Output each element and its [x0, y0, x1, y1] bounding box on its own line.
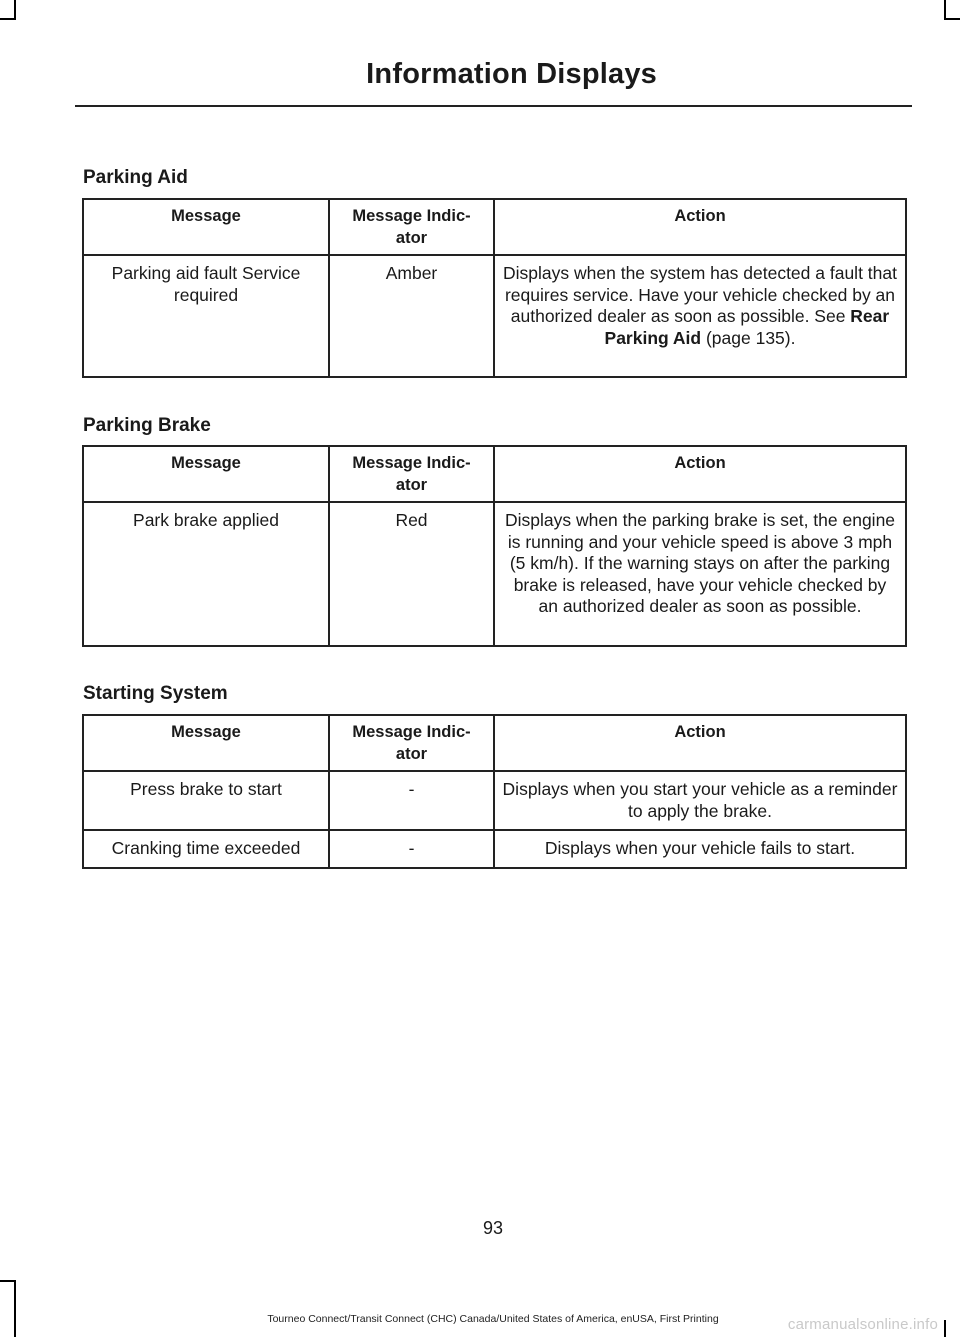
- table-row: [83, 255, 906, 377]
- parking-aid-table: [82, 198, 907, 378]
- message-cell: Parking aid fault Service required: [83, 255, 329, 377]
- section-title-parking-aid: Parking Aid: [83, 167, 188, 188]
- table-header-row: [83, 199, 906, 255]
- crop-mark-top-left-h: [0, 18, 16, 20]
- crop-mark-bottom-left-h: [0, 1280, 16, 1282]
- footer-text: Tourneo Connect/Transit Connect (CHC) Canada/United States of America, enUSA, First Printing: [267, 1313, 719, 1325]
- crop-mark-top-right-v: [944, 0, 946, 18]
- table-row: [83, 771, 906, 830]
- column-header-indicator: Message Indic-ator: [329, 446, 494, 502]
- header-divider: [75, 105, 912, 107]
- indicator-cell: Amber: [329, 255, 494, 377]
- page-number: 93: [482, 1218, 504, 1238]
- column-header-action: Action: [494, 199, 906, 255]
- crop-mark-top-left-v: [14, 0, 16, 18]
- column-header-action: Action: [494, 715, 906, 771]
- section-title-parking-brake: Parking Brake: [83, 415, 211, 436]
- parking-brake-table: [82, 445, 907, 647]
- table-header-row: [83, 446, 906, 502]
- action-cell: Displays when your vehicle fails to start.: [494, 830, 906, 868]
- column-header-indicator: Message Indic-ator: [329, 199, 494, 255]
- column-header-indicator: Message Indic-ator: [329, 715, 494, 771]
- indicator-cell: -: [329, 830, 494, 868]
- action-cell: Displays when you start your vehicle as a reminder to apply the brake.: [494, 771, 906, 830]
- watermark: carmanualsonline.info: [787, 1316, 938, 1333]
- section-title-starting-system: Starting System: [83, 683, 228, 704]
- message-cell: Cranking time exceeded: [83, 830, 329, 868]
- crop-mark-top-right-h: [944, 18, 960, 20]
- column-header-message: Message: [83, 715, 329, 771]
- page-reference: (page 135).: [701, 327, 796, 348]
- indicator-cell: -: [329, 771, 494, 830]
- action-text: Displays when the system has detected a fault that requires service. Have your vehicle checked by an authorized dealer as soon as possible. See: [503, 263, 897, 326]
- page-title: Information Displays: [366, 58, 657, 90]
- table-row: [83, 830, 906, 868]
- column-header-message: Message: [83, 199, 329, 255]
- table-header-row: [83, 715, 906, 771]
- action-cell: Displays when the parking brake is set, the engine is running and your vehicle speed is above 3 mph (5 km/h). If the warning stays on after the parking brake is released, have your vehicle checked by an authorized dealer as soon as possible.: [494, 502, 906, 646]
- starting-system-table: [82, 714, 907, 869]
- action-cell: [494, 255, 906, 377]
- message-cell: Press brake to start: [83, 771, 329, 830]
- crop-mark-bottom-left-v: [14, 1280, 16, 1337]
- rear-parking-aid-link[interactable]: Rear Parking Aid: [604, 306, 890, 348]
- column-header-action: Action: [494, 446, 906, 502]
- column-header-message: Message: [83, 446, 329, 502]
- table-row: [83, 502, 906, 646]
- indicator-cell: Red: [329, 502, 494, 646]
- message-cell: Park brake applied: [83, 502, 329, 646]
